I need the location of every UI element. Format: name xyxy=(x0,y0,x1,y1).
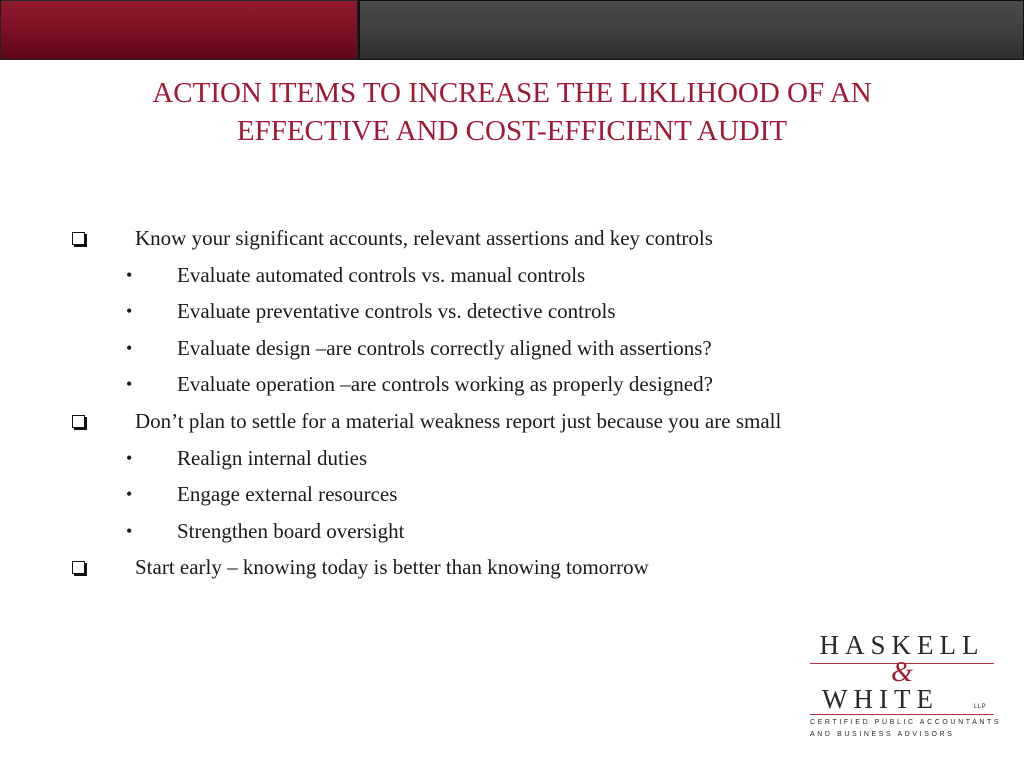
checkbox-bullet-icon xyxy=(72,415,85,428)
bullet-list xyxy=(70,220,990,586)
bullet-icon: • xyxy=(126,374,133,395)
list-item-text: Strengthen board oversight xyxy=(177,518,405,543)
bullet-icon: • xyxy=(126,337,133,358)
logo-llp: LLP xyxy=(974,704,987,710)
logo-tagline-1: CERTIFIED PUBLIC ACCOUNTANTS xyxy=(810,719,1002,726)
list-item-text: Evaluate operation –are controls working as properly designed? xyxy=(177,372,713,397)
list-item xyxy=(70,220,990,257)
list-item-text: Start early – knowing today is better than knowing tomorrow xyxy=(135,555,649,580)
slide-title-line-2: EFFECTIVE AND COST-EFFICIENT AUDIT xyxy=(236,115,788,147)
slide-title-line-1: ACTION ITEMS TO INCREASE THE LIKLIHOOD OF AN xyxy=(152,77,872,109)
logo-word-haskell: HASKELL xyxy=(819,630,985,660)
company-logo xyxy=(808,626,1002,744)
list-item-text: Realign internal duties xyxy=(177,445,368,470)
list-item xyxy=(70,549,990,586)
header-bar-gray-block xyxy=(358,0,1024,60)
sub-list-item xyxy=(70,330,990,367)
checkbox-bullet-icon xyxy=(72,232,85,245)
list-item-text: Don’t plan to settle for a material weakness report just because you are small xyxy=(135,408,782,433)
bullet-icon: • xyxy=(126,264,133,285)
sub-list-item xyxy=(70,293,990,330)
list-item-text: Evaluate automated controls vs. manual controls xyxy=(177,262,586,287)
logo-ampersand: & xyxy=(891,657,913,688)
bullet-icon: • xyxy=(126,301,133,322)
list-item-text: Evaluate design –are controls correctly aligned with assertions? xyxy=(177,335,712,360)
list-item-text: Evaluate preventative controls vs. detective controls xyxy=(177,299,616,324)
bullet-icon: • xyxy=(126,484,133,505)
logo-word-white: WHITE xyxy=(822,684,939,714)
sub-list-item xyxy=(70,257,990,294)
list-item-text: Know your significant accounts, relevant assertions and key controls xyxy=(135,226,713,250)
header-bar xyxy=(0,0,1024,60)
bullet-icon: • xyxy=(126,447,133,468)
logo-tagline-2: AND BUSINESS ADVISORS xyxy=(810,731,955,738)
sub-list-item xyxy=(70,366,990,403)
header-bar-red-block xyxy=(0,0,358,60)
slide-title xyxy=(40,74,984,150)
logo-rule-bottom xyxy=(810,714,994,715)
list-item xyxy=(70,403,990,440)
sub-list-item xyxy=(70,513,990,550)
bullet-icon: • xyxy=(126,520,133,541)
sub-list-item xyxy=(70,476,990,513)
checkbox-bullet-icon xyxy=(72,561,85,574)
list-item-text: Engage external resources xyxy=(177,482,398,507)
sub-list-item xyxy=(70,440,990,477)
